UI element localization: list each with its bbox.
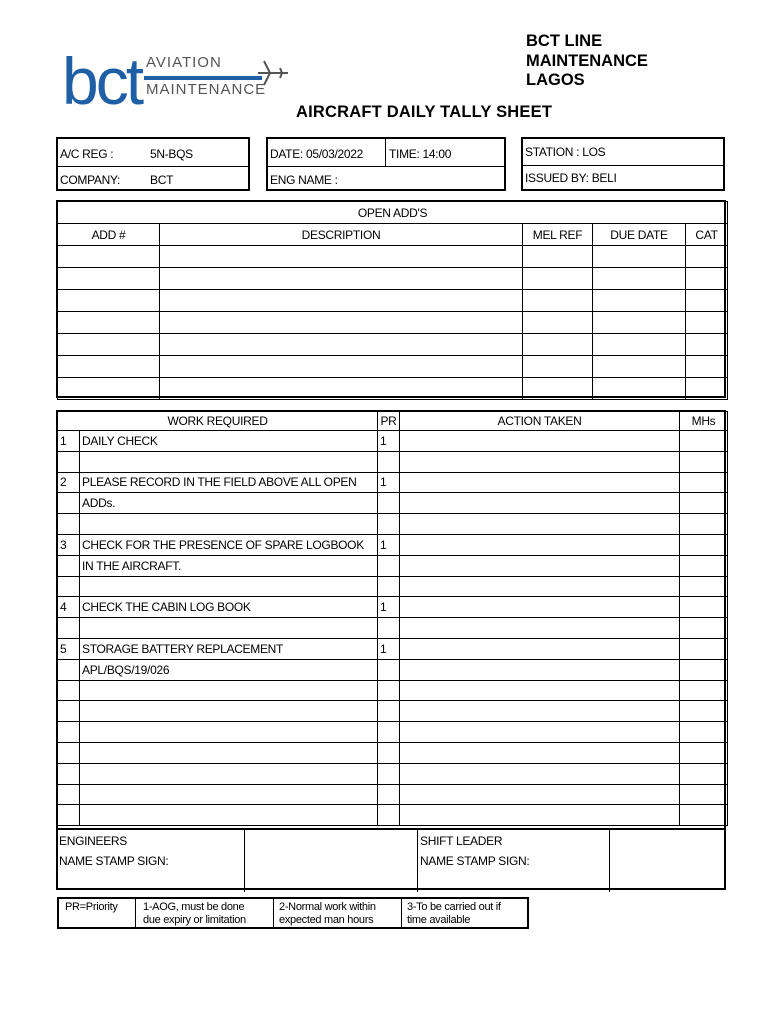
org-line-3: LAGOS bbox=[526, 71, 585, 89]
logo-line-2: MAINTENANCE bbox=[146, 81, 267, 98]
work-item-number bbox=[58, 451, 80, 472]
work-item-mhs bbox=[680, 742, 728, 763]
table-row bbox=[58, 659, 728, 680]
work-item-text bbox=[80, 680, 378, 701]
work-item-mhs bbox=[680, 701, 728, 722]
legend-p1-line2: due expiry or limitation bbox=[143, 914, 246, 926]
work-item-mhs bbox=[680, 638, 728, 659]
work-item-priority bbox=[378, 576, 400, 597]
col-mel-ref: MEL REF bbox=[523, 224, 593, 246]
table-row bbox=[58, 378, 728, 400]
col-work-required: WORK REQUIRED bbox=[58, 412, 378, 431]
work-item-number bbox=[58, 618, 80, 639]
work-item-priority: 1 bbox=[378, 597, 400, 618]
work-item-number bbox=[58, 784, 80, 805]
company-value: BCT bbox=[150, 173, 174, 187]
date-field: DATE: 05/03/2022 bbox=[270, 147, 364, 161]
work-item-text bbox=[80, 763, 378, 784]
work-item-text: APL/BQS/19/026 bbox=[80, 659, 378, 680]
work-item-priority bbox=[378, 555, 400, 576]
company-label: COMPANY: bbox=[60, 173, 121, 187]
work-item-number bbox=[58, 701, 80, 722]
open-adds-section bbox=[56, 200, 726, 398]
work-item-mhs bbox=[680, 451, 728, 472]
work-item-number: 3 bbox=[58, 534, 80, 555]
open-adds-title: OPEN ADD'S bbox=[58, 202, 728, 224]
work-item-priority bbox=[378, 722, 400, 743]
table-row bbox=[58, 514, 728, 535]
work-item-action bbox=[400, 805, 680, 826]
work-item-text: PLEASE RECORD IN THE FIELD ABOVE ALL OPEN bbox=[80, 472, 378, 493]
work-item-action bbox=[400, 555, 680, 576]
logo-bar bbox=[144, 76, 262, 80]
work-item-action bbox=[400, 784, 680, 805]
work-item-text: CHECK THE CABIN LOG BOOK bbox=[80, 597, 378, 618]
legend-p2-line2: expected man hours bbox=[279, 914, 374, 926]
ac-reg-label: A/C REG : bbox=[60, 147, 114, 161]
work-item-number: 1 bbox=[58, 431, 80, 452]
work-item-number bbox=[58, 680, 80, 701]
work-item-text bbox=[80, 722, 378, 743]
work-item-priority bbox=[378, 805, 400, 826]
work-item-action bbox=[400, 576, 680, 597]
legend-pr: PR=Priority bbox=[65, 901, 118, 913]
col-cat: CAT bbox=[686, 224, 728, 246]
work-item-action bbox=[400, 472, 680, 493]
org-line-2: MAINTENANCE bbox=[526, 51, 648, 70]
work-item-mhs bbox=[680, 659, 728, 680]
table-row bbox=[58, 334, 728, 356]
org-line-1: BCT LINE bbox=[526, 32, 603, 50]
legend-p1-line1: 1-AOG, must be done bbox=[143, 901, 245, 913]
work-item-action bbox=[400, 618, 680, 639]
station-field: STATION : LOS bbox=[525, 145, 606, 159]
work-item-action bbox=[400, 597, 680, 618]
work-item-text: DAILY CHECK bbox=[80, 431, 378, 452]
work-item-mhs bbox=[680, 722, 728, 743]
table-row bbox=[58, 597, 728, 618]
table-row bbox=[58, 472, 728, 493]
table-row bbox=[58, 246, 728, 268]
open-adds-table bbox=[57, 201, 728, 400]
col-description: DESCRIPTION bbox=[160, 224, 523, 246]
col-mhs: MHs bbox=[680, 412, 728, 431]
table-row bbox=[58, 722, 728, 743]
work-item-priority bbox=[378, 701, 400, 722]
work-item-action bbox=[400, 514, 680, 535]
station-info-box bbox=[521, 137, 725, 191]
work-item-action bbox=[400, 493, 680, 514]
table-row bbox=[58, 638, 728, 659]
work-item-mhs bbox=[680, 472, 728, 493]
table-row bbox=[58, 534, 728, 555]
work-item-action bbox=[400, 680, 680, 701]
engineers-label: ENGINEERS bbox=[59, 834, 127, 848]
work-item-action bbox=[400, 701, 680, 722]
legend-p3-line1: 3-To be carried out if bbox=[407, 901, 501, 913]
work-item-number bbox=[58, 763, 80, 784]
table-row bbox=[58, 451, 728, 472]
aircraft-info-box bbox=[56, 137, 250, 191]
work-item-priority: 1 bbox=[378, 431, 400, 452]
work-item-text bbox=[80, 451, 378, 472]
legend-p2-line1: 2-Normal work within bbox=[279, 901, 376, 913]
work-item-priority bbox=[378, 784, 400, 805]
work-item-mhs bbox=[680, 576, 728, 597]
work-item-action bbox=[400, 763, 680, 784]
work-item-priority bbox=[378, 514, 400, 535]
work-item-text bbox=[80, 742, 378, 763]
col-pr: PR bbox=[378, 412, 400, 431]
table-row bbox=[58, 356, 728, 378]
work-item-priority bbox=[378, 742, 400, 763]
date-info-box bbox=[266, 137, 506, 191]
work-item-number: 4 bbox=[58, 597, 80, 618]
work-item-mhs bbox=[680, 763, 728, 784]
work-item-number bbox=[58, 555, 80, 576]
work-section bbox=[56, 410, 726, 890]
shift-leader-stamp-label: NAME STAMP SIGN: bbox=[420, 854, 530, 868]
org-heading bbox=[526, 32, 648, 91]
work-item-mhs bbox=[680, 597, 728, 618]
work-item-number bbox=[58, 514, 80, 535]
work-item-priority bbox=[378, 680, 400, 701]
time-field: TIME: 14:00 bbox=[389, 147, 452, 161]
airplane-icon bbox=[256, 58, 290, 94]
work-item-priority: 1 bbox=[378, 638, 400, 659]
table-row bbox=[58, 493, 728, 514]
table-row bbox=[58, 701, 728, 722]
work-item-priority bbox=[378, 618, 400, 639]
work-item-mhs bbox=[680, 618, 728, 639]
work-item-text bbox=[80, 514, 378, 535]
signoff-area bbox=[56, 828, 726, 890]
work-item-text bbox=[80, 618, 378, 639]
work-item-action bbox=[400, 742, 680, 763]
work-item-action bbox=[400, 451, 680, 472]
work-item-priority bbox=[378, 493, 400, 514]
issued-by-field: ISSUED BY: BELI bbox=[525, 171, 617, 185]
work-item-number bbox=[58, 805, 80, 826]
table-row bbox=[58, 680, 728, 701]
work-item-text bbox=[80, 576, 378, 597]
work-item-mhs bbox=[680, 534, 728, 555]
work-item-priority bbox=[378, 659, 400, 680]
col-add-no: ADD # bbox=[58, 224, 160, 246]
shift-leader-label: SHIFT LEADER bbox=[420, 834, 503, 848]
work-item-number bbox=[58, 742, 80, 763]
work-item-text: ADDs. bbox=[80, 493, 378, 514]
table-row bbox=[58, 268, 728, 290]
work-item-priority: 1 bbox=[378, 534, 400, 555]
col-due-date: DUE DATE bbox=[593, 224, 686, 246]
table-row bbox=[58, 742, 728, 763]
work-item-mhs bbox=[680, 680, 728, 701]
engineers-stamp-label: NAME STAMP SIGN: bbox=[59, 854, 169, 868]
table-row bbox=[58, 618, 728, 639]
work-item-text bbox=[80, 784, 378, 805]
work-item-action bbox=[400, 722, 680, 743]
table-row bbox=[58, 312, 728, 334]
work-item-action bbox=[400, 534, 680, 555]
col-action-taken: ACTION TAKEN bbox=[400, 412, 680, 431]
work-item-number bbox=[58, 576, 80, 597]
work-item-priority bbox=[378, 451, 400, 472]
work-item-action bbox=[400, 659, 680, 680]
work-item-action bbox=[400, 638, 680, 659]
table-row bbox=[58, 763, 728, 784]
page-title: AIRCRAFT DAILY TALLY SHEET bbox=[296, 103, 553, 121]
table-row bbox=[58, 431, 728, 452]
eng-name-field: ENG NAME : bbox=[270, 173, 338, 187]
table-row bbox=[58, 555, 728, 576]
work-item-mhs bbox=[680, 493, 728, 514]
table-row bbox=[58, 576, 728, 597]
work-item-mhs bbox=[680, 805, 728, 826]
legend-p3-line2: time available bbox=[407, 914, 471, 926]
work-item-text: IN THE AIRCRAFT. bbox=[80, 555, 378, 576]
work-item-number bbox=[58, 722, 80, 743]
logo-wordmark: bct bbox=[62, 44, 142, 118]
table-row bbox=[58, 290, 728, 312]
work-table bbox=[57, 411, 728, 826]
work-item-mhs bbox=[680, 431, 728, 452]
work-item-number bbox=[58, 659, 80, 680]
work-item-number bbox=[58, 493, 80, 514]
work-item-mhs bbox=[680, 555, 728, 576]
work-item-text: CHECK FOR THE PRESENCE OF SPARE LOGBOOK bbox=[80, 534, 378, 555]
ac-reg-value: 5N-BQS bbox=[150, 147, 193, 161]
work-item-mhs bbox=[680, 784, 728, 805]
work-item-priority bbox=[378, 763, 400, 784]
work-item-text: STORAGE BATTERY REPLACEMENT bbox=[80, 638, 378, 659]
work-item-priority: 1 bbox=[378, 472, 400, 493]
table-row bbox=[58, 805, 728, 826]
priority-legend bbox=[57, 897, 529, 929]
work-item-text bbox=[80, 805, 378, 826]
company-logo bbox=[62, 44, 292, 120]
table-row bbox=[58, 784, 728, 805]
logo-line-1: AVIATION bbox=[146, 54, 222, 71]
work-item-mhs bbox=[680, 514, 728, 535]
work-item-action bbox=[400, 431, 680, 452]
work-item-number: 5 bbox=[58, 638, 80, 659]
work-item-text bbox=[80, 701, 378, 722]
work-item-number: 2 bbox=[58, 472, 80, 493]
